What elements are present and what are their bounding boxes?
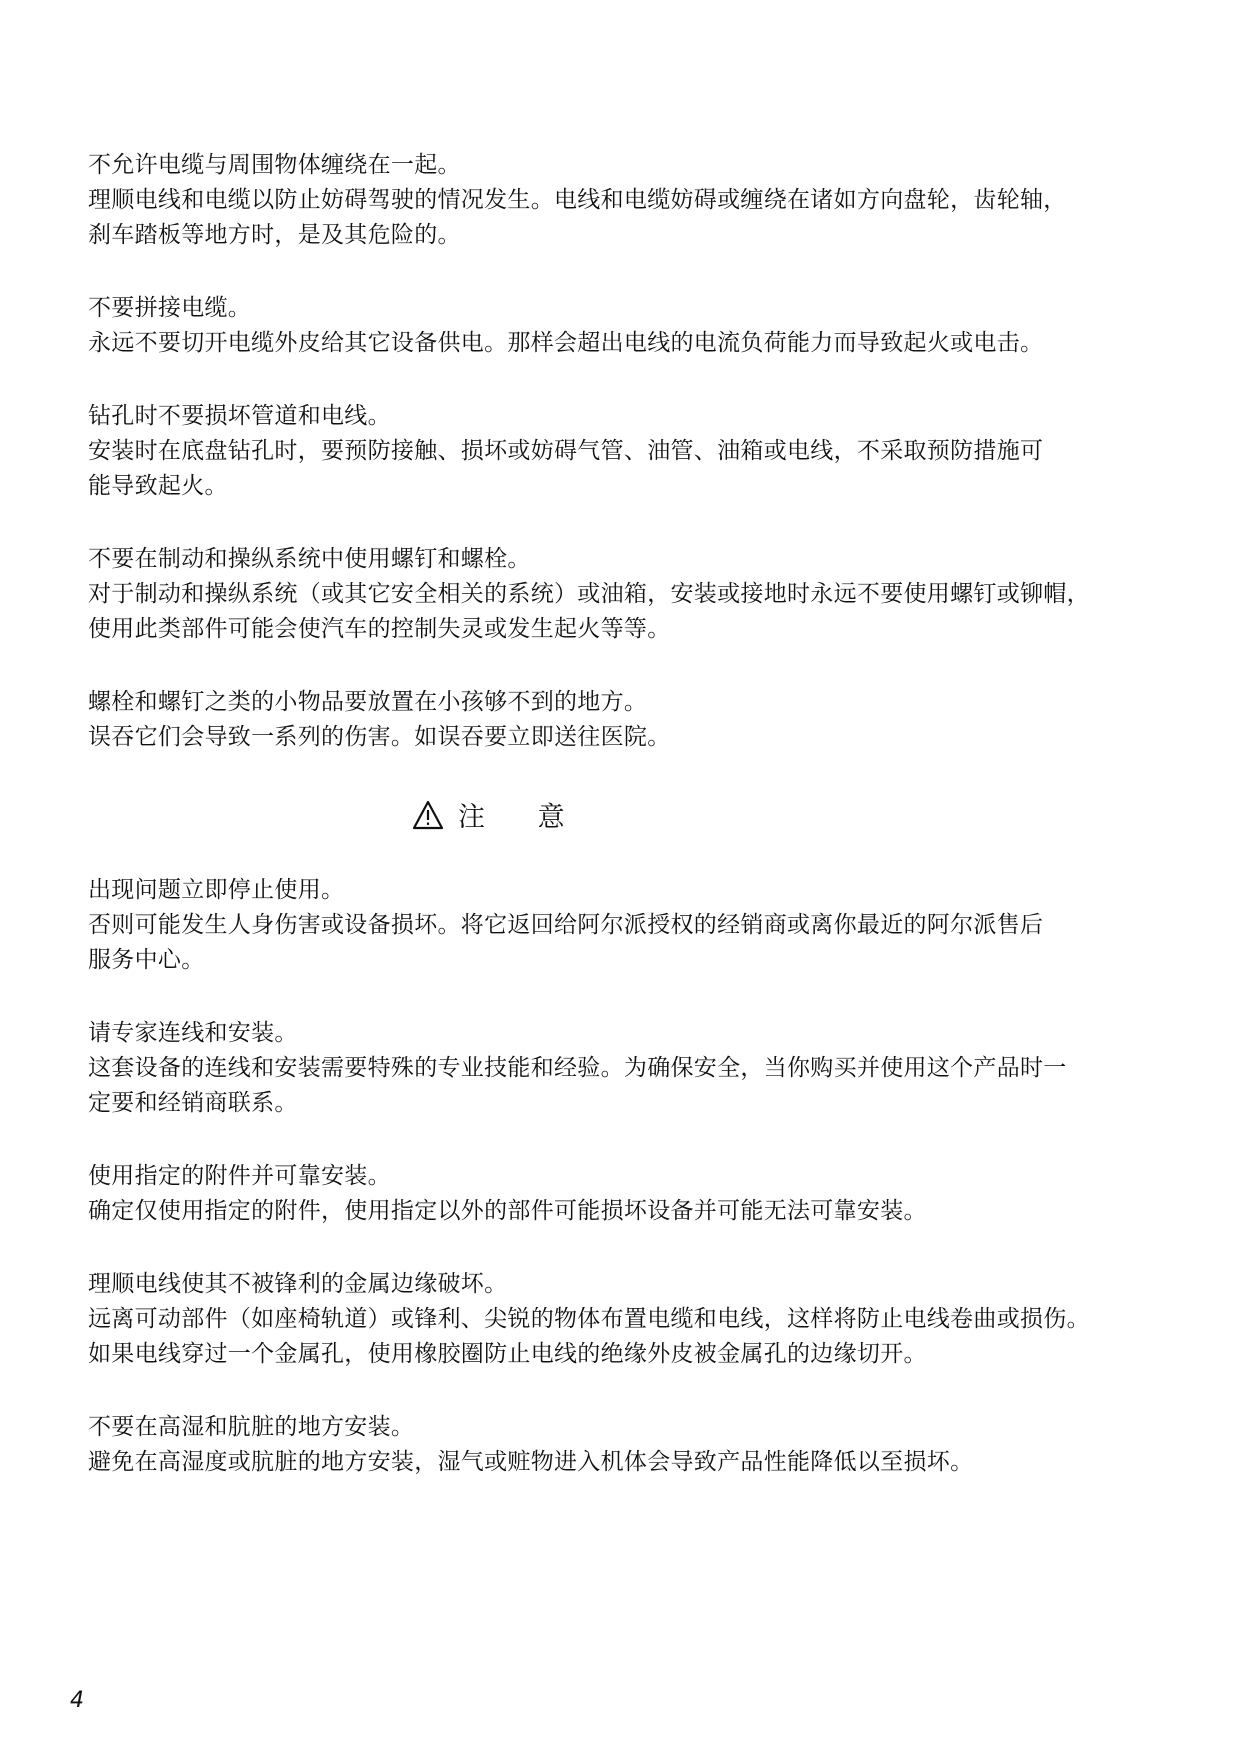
page-content bbox=[88, 148, 1168, 1518]
caution-title-group bbox=[412, 795, 587, 834]
warning-body-line: 能导致起火。 bbox=[88, 473, 228, 499]
warning-heading: 不要在制动和操纵系统中使用螺钉和螺栓。 bbox=[88, 546, 531, 572]
warning-item bbox=[88, 399, 1168, 504]
warning-item bbox=[88, 685, 1168, 755]
warning-body-line: 刹车踏板等地方时，是及其危险的。 bbox=[88, 222, 461, 248]
page-number: 4 bbox=[70, 1688, 84, 1713]
caution-item bbox=[88, 1016, 1168, 1121]
caution-body-line: 如果电线穿过一个金属孔，使用橡胶圈防止电线的绝缘外皮被金属孔的边缘切开。 bbox=[88, 1341, 927, 1367]
warning-heading: 螺栓和螺钉之类的小物品要放置在小孩够不到的地方。 bbox=[88, 689, 648, 715]
caution-item bbox=[88, 873, 1168, 978]
caution-body-line: 服务中心。 bbox=[88, 947, 205, 973]
caution-section-header bbox=[88, 793, 1168, 837]
warning-body-line: 理顺电线和电缆以防止妨碍驾驶的情况发生。电线和电缆妨碍或缠绕在诸如方向盘轮，齿轮轴， bbox=[88, 187, 1067, 213]
warning-item bbox=[88, 291, 1168, 361]
warning-body-line: 安装时在底盘钻孔时，要预防接触、损坏或妨碍气管、油管、油箱或电线，不采取预防措施可 bbox=[88, 438, 1044, 464]
caution-heading: 请专家连线和安装。 bbox=[88, 1020, 298, 1046]
warning-triangle-icon bbox=[412, 800, 444, 830]
warning-heading: 不要拼接电缆。 bbox=[88, 295, 252, 321]
warning-item bbox=[88, 148, 1168, 253]
caution-body-line: 定要和经销商联系。 bbox=[88, 1090, 298, 1116]
caution-body-line: 远离可动部件（如座椅轨道）或锋利、尖锐的物体布置电缆和电线，这样将防止电线卷曲或损伤。 bbox=[88, 1306, 1090, 1332]
caution-heading: 使用指定的附件并可靠安装。 bbox=[88, 1163, 391, 1189]
caution-body-line: 避免在高湿度或肮脏的地方安装，湿气或赃物进入机体会导致产品性能降低以至损坏。 bbox=[88, 1449, 974, 1475]
caution-heading: 不要在高湿和肮脏的地方安装。 bbox=[88, 1414, 415, 1440]
caution-body-line: 确定仅使用指定的附件，使用指定以外的部件可能损坏设备并可能无法可靠安装。 bbox=[88, 1198, 927, 1224]
caution-item bbox=[88, 1410, 1168, 1480]
warning-body-line: 永远不要切开电缆外皮给其它设备供电。那样会超出电线的电流负荷能力而导致起火或电击。 bbox=[88, 330, 1044, 356]
warning-body-line: 对于制动和操纵系统（或其它安全相关的系统）或油箱，安装或接地时永远不要使用螺钉或铆帽， bbox=[88, 581, 1090, 607]
caution-body-line: 否则可能发生人身伤害或设备损坏。将它返回给阿尔派授权的经销商或离你最近的阿尔派售后 bbox=[88, 912, 1044, 938]
warning-body-line: 误吞它们会导致一系列的伤害。如误吞要立即送往医院。 bbox=[88, 724, 671, 750]
caution-item bbox=[88, 1159, 1168, 1229]
caution-heading: 出现问题立即停止使用。 bbox=[88, 877, 345, 903]
caution-item bbox=[88, 1267, 1168, 1372]
caution-heading: 理顺电线使其不被锋利的金属边缘破坏。 bbox=[88, 1271, 508, 1297]
warning-body-line: 使用此类部件可能会使汽车的控制失灵或发生起火等等。 bbox=[88, 616, 671, 642]
warning-heading: 不允许电缆与周围物体缠绕在一起。 bbox=[88, 152, 461, 178]
warning-item bbox=[88, 542, 1168, 647]
warning-heading: 钻孔时不要损坏管道和电线。 bbox=[88, 403, 391, 429]
caution-title: 注 意 bbox=[458, 802, 587, 833]
caution-body-line: 这套设备的连线和安装需要特殊的专业技能和经验。为确保安全，当你购买并使用这个产品时一 bbox=[88, 1055, 1067, 1081]
